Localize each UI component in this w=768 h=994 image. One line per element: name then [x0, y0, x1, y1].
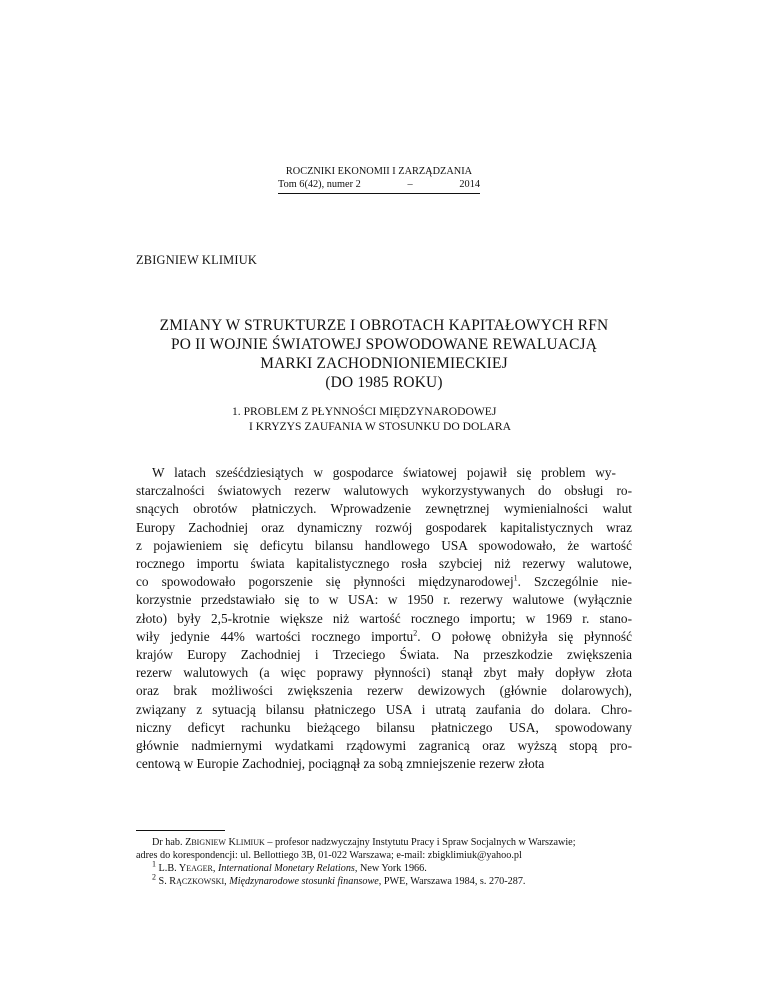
body-text-span: wiły jedynie 44% wartości rocznego importu	[136, 628, 414, 644]
body-line: centową w Europie Zachodniej, pociągnął za sobą zmniejszenie rezerw złota	[136, 756, 545, 772]
footnote-divider	[136, 830, 225, 831]
note-smallcaps: ĄCZKOWSKI	[176, 877, 225, 886]
footnote-2	[136, 872, 632, 888]
body-line: rocznego importu świata kapitalistycznego rosła szybciej niż rezerwy walutowe,	[136, 556, 632, 572]
journal-volume: Tom 6(42), numer 2	[278, 179, 361, 190]
body-text-span: co spowodowało pogorszenie się płynności międzynarodowej	[136, 574, 514, 590]
author-name: ZBIGNIEW KLIMIUK	[136, 253, 258, 267]
footnotes	[136, 836, 632, 888]
author-affiliation-note	[136, 836, 632, 849]
journal-dash: –	[407, 179, 413, 190]
body-line: złoto) były 2,5-krotnie większe niż wartość rocznego importu; w 1969 r. stano-	[136, 610, 632, 626]
note-text: L.B. Y	[156, 863, 187, 874]
body-line: rezerw walutowych (a więc poprawy płynności) stanął zbyt mały dopływ złota	[136, 665, 632, 681]
title-line: (DO 1985 ROKU)	[325, 374, 443, 391]
journal-name: ROCZNIKI EKONOMII I ZARZĄDZANIA	[285, 166, 473, 177]
footnote-ref-1: 1	[513, 573, 518, 583]
body-paragraph	[136, 464, 632, 773]
note-text: , PWE, Warszawa 1984, s. 270-287.	[378, 876, 526, 887]
note-text: S. R	[156, 876, 177, 887]
body-line	[136, 628, 632, 646]
section-heading-line: 1. PROBLEM Z PŁYNNOŚCI MIĘDZYNARODOWEJ	[232, 405, 497, 418]
body-line: krajów Europy Zachodniej i Trzeciego Świata. Na przeszkodzie zwiększenia	[136, 647, 632, 663]
note-smallcaps: EAGER	[186, 864, 213, 873]
body-text-span: . O połowę obniżyła się płynność	[417, 628, 633, 644]
title-line: PO II WOJNIE ŚWIATOWEJ SPOWODOWANE REWALUACJĄ	[170, 336, 598, 353]
footnote-number: 1	[152, 859, 156, 869]
note-text: ,	[212, 863, 218, 874]
body-line: W latach sześćdziesiątych w gospodarce światowej pojawił się problem wy-	[152, 465, 616, 480]
note-text: – profesor nadzwyczajny Instytutu Pracy i Spraw Socjalnych w Warszawie;	[264, 837, 576, 848]
body-line: oraz brak możliwości zwiększenia rezerw dewizowych (głównie dolarowych),	[136, 683, 632, 699]
footnote-number: 2	[152, 872, 156, 882]
section-heading-line: I KRYZYS ZAUFANIA W STOSUNKU DO DOLARA	[249, 419, 511, 433]
note-text: K	[225, 837, 236, 848]
author-address-note: adres do korespondencji: ul. Bellottiego 3B, 01-022 Warszawa; e-mail: zbigklimiuk@yahoo.pl	[136, 850, 522, 861]
title-line: MARKI ZACHODNIONIEMIECKIEJ	[260, 355, 508, 372]
body-line: głównie nadmiernymi wydatkami rządowymi zagranicą oraz wyższą stopą pro-	[136, 738, 632, 754]
footnote-ref-2: 2	[413, 628, 418, 638]
journal-header	[278, 165, 480, 194]
footnote-1	[136, 859, 632, 875]
body-line: snących obrotów płatniczych. Wprowadzenie zewnętrznej wymienialności walut	[136, 501, 632, 517]
body-line: z pojawieniem się deficytu bilansu handlowego USA spowodowało, że wartość	[136, 537, 632, 553]
body-text-span: . Szczególnie nie-	[517, 574, 632, 590]
book-title: International Monetary Relations	[217, 863, 355, 874]
note-text: ,	[224, 876, 230, 887]
note-smallcaps: BIGNIEW	[191, 838, 226, 847]
article-title	[120, 316, 648, 392]
body-line: związany z sytuacją bilansu płatniczego USA i utratą zaufania do dolara. Chro-	[136, 701, 632, 717]
section-heading	[232, 405, 592, 434]
note-text: Dr hab. Z	[152, 837, 192, 848]
body-line: starczalności światowych rezerw walutowych wykorzystywanych do obsługi ro-	[136, 483, 632, 499]
journal-year: 2014	[459, 179, 480, 190]
note-text: , New York 1966.	[354, 863, 427, 874]
body-line: niczny deficyt rachunku bieżącego bilansu płatniczego USA, spowodowany	[136, 719, 632, 735]
journal-issue-line	[278, 178, 480, 194]
body-line	[136, 573, 632, 591]
note-smallcaps: LIMIUK	[235, 838, 265, 847]
title-line: ZMIANY W STRUKTURZE I OBROTACH KAPITAŁOWYCH RFN	[159, 317, 609, 334]
body-line: korzystnie przedstawiało się to w USA: w 1950 r. rezerwy walutowe (wyłącznie	[136, 592, 632, 608]
book-title: Międzynarodowe stosunki finansowe	[229, 876, 379, 887]
body-line: Europy Zachodniej oraz dynamiczny rozwój gospodarek kapitalistycznych wraz	[136, 519, 632, 535]
